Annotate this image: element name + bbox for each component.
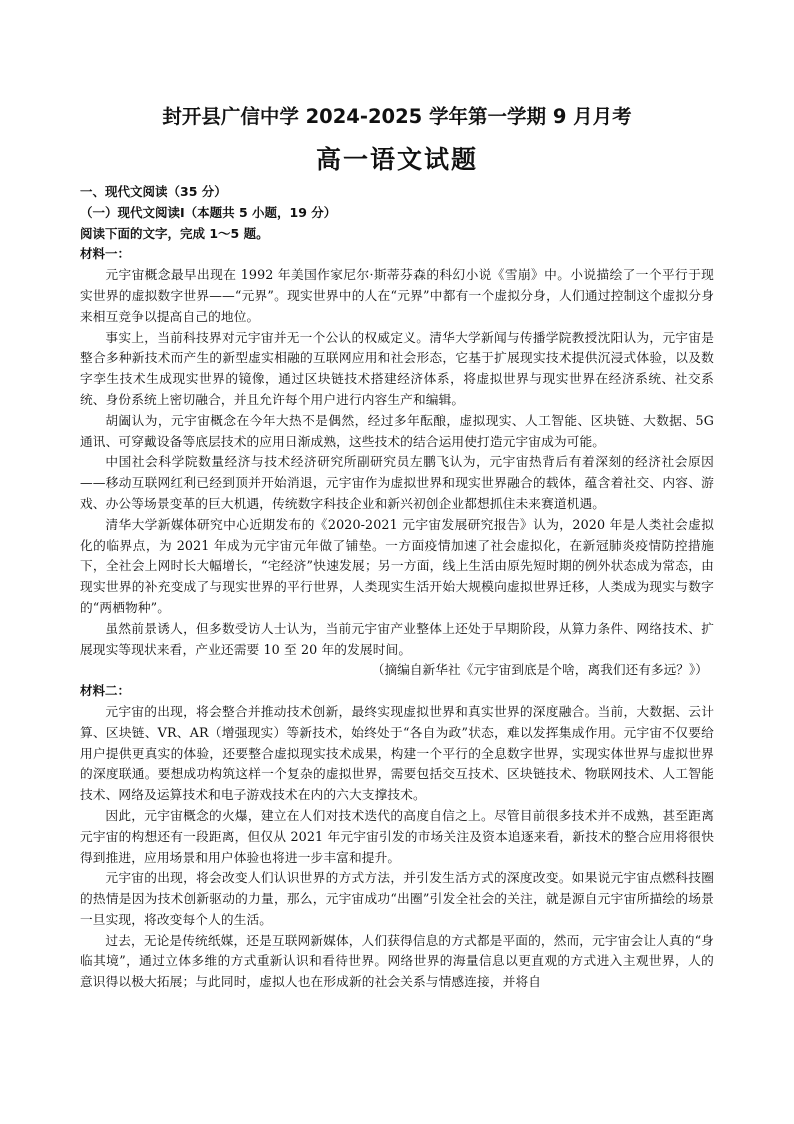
material-one-label: 材料一： bbox=[80, 246, 131, 262]
material-one-paragraph: 元宇宙概念最早出现在 1992 年美国作家尼尔·斯蒂芬森的科幻小说《雪崩》中。小说描绘了一个平行于现实世界的虚拟数字世界——“元界”。现实世界中的人在“元界”中都有一个虚拟分身，人们通过控制这个虚拟分身来相互竞争以提高自己的地位。 bbox=[80, 267, 714, 324]
material-one-paragraph: 胡阖认为，元宇宙概念在今年大热不是偶然，经过多年酝酿，虚拟现实、人工智能、区块链、大数据、5G 通讯、可穿戴设备等底层技术的应用日渐成熟，这些技术的结合运用使打造元宇宙成为可能。 bbox=[80, 412, 714, 449]
subsection-title: （一）现代文阅读Ⅰ（本题共 5 小题，19 分） bbox=[80, 204, 337, 220]
material-two-label: 材料二： bbox=[80, 683, 131, 699]
material-one-paragraph: 事实上，当前科技界对元宇宙并无一个公认的权威定义。清华大学新闻与传播学院教授沈阳认为，元宇宙是整合多种新技术而产生的新型虚实相融的互联网应用和社会形态，它基于扩展现实技术提供沉浸式体验，以及数字孪生技术生成现实世界的镜像，通过区块链技术搭建经济体系，将虚拟世界与现实世界在经济系统、社交系统、身份系统上密切融合，并且允许每个用户进行内容生产和编辑。 bbox=[80, 329, 714, 407]
material-one-paragraph: 中国社会科学院数量经济与技术经济研究所副研究员左鹏飞认为，元宇宙热背后有着深刻的经济社会原因——移动互联网红利已经到顶并开始消退，元宇宙作为虚拟世界和现实世界融合的载体，蕴含着社交、内容、游戏、办公等场景变革的巨大机遇，传统数字科技企业和新兴初创企业都想抓住未来赛道机遇。 bbox=[80, 454, 714, 511]
section-title: 一、现代文阅读（35 分） bbox=[80, 184, 227, 199]
material-two-paragraph: 元宇宙的出现，将会改变人们认识世界的方式方法，并引发生活方式的深度改变。如果说元宇宙点燃科技圈的热情是因为技术创新驱动的力量，那么，元宇宙成功“出圈”引发全社会的关注，就是源自元宇宙所描绘的场景一旦实现，将改变每个人的生活。 bbox=[80, 870, 714, 927]
exam-title: 封开县广信中学 2024-2025 学年第一学期 9 月月考 bbox=[162, 105, 632, 128]
material-two-paragraph: 过去，无论是传统纸媒，还是互联网新媒体，人们获得信息的方式都是平面的，然而，元宇宙会让人真的“身临其境”，通过立体多维的方式重新认识和看待世界。网络世界的海量信息以更直观的方式进入主观世界，人的意识得以极大拓展；与此同时，虚拟人也在形成新的社会关系与情感连接，并将自 bbox=[80, 932, 714, 990]
material-one-source: （摘编自新华社《元宇宙到底是个啥，离我们还有多远？》） bbox=[371, 662, 708, 678]
subject-title: 高一语文试题 bbox=[315, 145, 478, 174]
material-two-paragraph: 元宇宙的出现，将会整合并推动技术创新，最终实现虚拟世界和真实世界的深度融合。当前，大数据、云计算、区块链、VR、AR（增强现实）等新技术，始终处于“各自为政”状态，难以发挥集成作用。元宇宙不仅要给用户提供更真实的体验，还要整合虚拟现实技术成果，构建一个平行的全息数字世界，实现实体世界与虚拟世界的深度联通。要想成功构筑这样一个复杂的虚拟世界，需要包括交互技术、区块链技术、物联网技术、人工智能技术、网络及运算技术和电子游戏技术在内的六大支撑技术。 bbox=[80, 703, 714, 803]
material-two-paragraph: 因此，元宇宙概念的火爆，建立在人们对技术迭代的高度自信之上。尽管目前很多技术并不成熟，甚至距离元宇宙的构想还有一段距离，但仅从 2021 年元宇宙引发的市场关注及资本追逐来看，新技术的整合应用将很快得到推进，应用场景和用户体验也将进一步丰富和提升。 bbox=[80, 807, 714, 865]
material-one-paragraph: 清华大学新媒体研究中心近期发布的《2020-2021 元宇宙发展研究报告》认为，2020 年是人类社会虚拟化的临界点，为 2021 年成为元宇宙元年做了铺垫。一方面疫情加速了社会虚拟化，在新冠肺炎疫情防控措施下，全社会上网时长大幅增长，“宅经济”快速发展；另一方面，线上生活由原先短时期的例外状态成为常态，由现实世界的补充变成了与现实世界的平行世界，人类现实生活开始大规模向虚拟世界迁移，人类成为现实与数字的“两栖物种”。 bbox=[80, 516, 714, 615]
reading-instruction: 阅读下面的文字，完成 1～5 题。 bbox=[80, 225, 269, 241]
exam-body bbox=[80, 182, 714, 993]
material-one-paragraph: 虽然前景诱人，但多数受访人士认为，当前元宇宙产业整体上还处于早期阶段，从算力条件、网络技术、扩展现实等现状来看，产业还需要 10 至 20 年的发展时间。 bbox=[80, 620, 714, 657]
